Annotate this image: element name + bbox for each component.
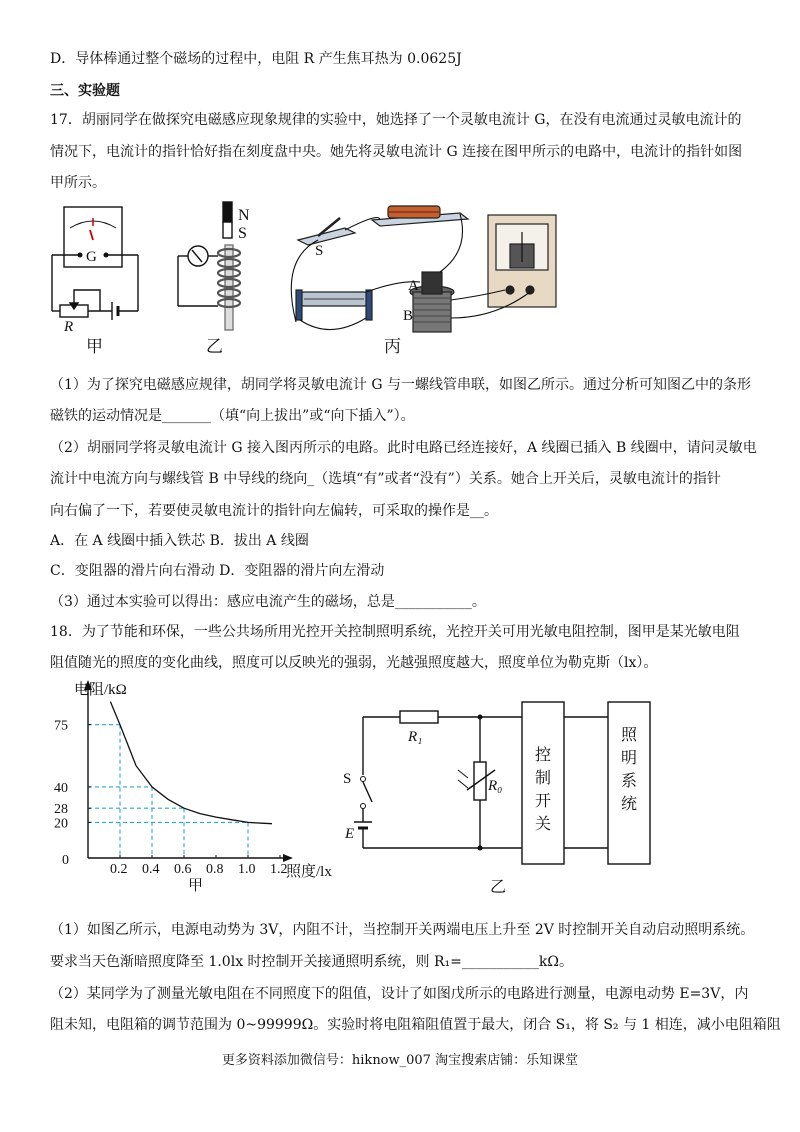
x-axis-arrow xyxy=(283,854,293,862)
q17-options-ab: A．在 A 线圈中插入铁芯 B．拔出 A 线圈 xyxy=(50,533,309,549)
section-heading: 三、实验题 xyxy=(50,83,120,99)
y-tick-label: 40 xyxy=(54,780,68,796)
q18-part2-line-1: （2）某同学为了测量光敏电阻在不同照度下的阻值，设计了如图戊所示的电路进行测量，电源电动势 E=3V，内 xyxy=(50,986,749,1002)
switch-label: S xyxy=(343,771,352,787)
x-tick-label: 0.2 xyxy=(110,862,128,877)
emf-label: E xyxy=(345,826,355,842)
q17-part2-line-2: 流计中电流方向与螺线管 B 中导线的绕向_（选填“有”或者“没有”）关系。她合上开关后，灵敏电流计的指针 xyxy=(50,471,721,487)
q18-line-2: 阻值随光的照度的变化曲线，照度可以反映光的强弱，光越强照度越大，照度单位为勒克斯（lx）。 xyxy=(50,655,658,671)
coil-a-label: A xyxy=(408,278,419,294)
q18-part1-line-2: 要求当天色渐暗照度降至 1.0lx 时控制开关接通照明系统，则 R₁=___________kΩ。 xyxy=(50,954,573,970)
q17-part1-line-2: 磁铁的运动情况是_______（填“向上拔出”或“向下插入”）。 xyxy=(50,408,415,424)
y-tick-label: 75 xyxy=(54,718,68,734)
q17-part2-line-1: （2）胡丽同学将灵敏电流计 G 接入图丙所示的电路。此时电路已经连接好，A 线圈已插入 B 线圈中，请问灵敏电 xyxy=(50,440,757,456)
origin-label: 0 xyxy=(62,853,69,868)
resistance-illuminance-chart xyxy=(40,676,340,898)
q17-options-cd: C．变阻器的滑片向右滑动 D．变阻器的滑片向左滑动 xyxy=(50,563,385,579)
q18-line-1: 18．为了节能和环保，一些公共场所用光控开关控制照明系统，光控开关可用光敏电阻控制，图甲是某光敏电阻 xyxy=(50,624,740,640)
caption-circuit-yi: 乙 xyxy=(490,879,507,896)
control-switch-label: 控制开关 xyxy=(535,745,552,833)
figure-17 xyxy=(0,195,800,365)
y-tick-label: 28 xyxy=(54,802,68,818)
coil-b-label: B xyxy=(403,308,414,324)
magnet-n-label: N xyxy=(238,207,250,224)
lighting-system-label: 照明系统 xyxy=(621,725,638,813)
page-footer: 更多资料添加微信号：hiknow_007 淘宝搜索店铺：乐知课堂 xyxy=(221,1053,579,1068)
r1-label: R₁ xyxy=(408,729,423,745)
fig17-yi xyxy=(178,202,240,330)
x-tick-label: 0.6 xyxy=(174,862,192,877)
x-tick-label: 1.0 xyxy=(238,862,256,877)
magnet-s-label: S xyxy=(238,225,247,242)
galvanometer-label: G xyxy=(86,249,97,265)
q17-line-2: 情况下，电流计的指针恰好指在刻度盘中央。她先将灵敏电流计 G 连接在图甲所示的电路中，电流计的指针如图 xyxy=(50,144,743,160)
q17-part3: （3）通过本实验可以得出：感应电流产生的磁场，总是___________。 xyxy=(50,594,486,610)
x-axis-label: 照度/lx xyxy=(286,864,332,880)
q17-part1-line-1: （1）为了探究电磁感应规律，胡同学将灵敏电流计 G 与一螺线管串联，如图乙所示。通过分析可知图乙中的条形 xyxy=(50,377,751,393)
control-circuit xyxy=(330,690,670,900)
q17-line-1: 17．胡丽同学在做探究电磁感应现象规律的实验中，她选择了一个灵敏电流计 G，在没有电流通过灵敏电流计的 xyxy=(50,112,742,128)
chart-caption: 甲 xyxy=(188,878,204,894)
line-option-d: D．导体棒通过整个磁场的过程中，电阻 R 产生焦耳热为 0.0625J xyxy=(50,51,462,67)
r0-label: R₀ xyxy=(488,778,503,794)
fig17-bing xyxy=(296,206,556,332)
x-tick-label: 0.4 xyxy=(142,862,160,877)
resistor-label: R xyxy=(64,319,74,335)
caption-yi: 乙 xyxy=(206,337,223,356)
resistance-curve xyxy=(110,702,272,824)
x-tick-label: 0.8 xyxy=(206,862,224,877)
q18-part2-line-2: 阻未知，电阻箱的调节范围为 0~99999Ω。实验时将电阻箱阻值置于最大，闭合 S₁，将 S₂ 与 1 相连，减小电阻箱阻 xyxy=(50,1017,781,1033)
y-tick-label: 20 xyxy=(54,816,68,832)
q17-part2-line-3: 向右偏了一下，若要使灵敏电流计的指针向左偏转，可采取的操作是__。 xyxy=(50,503,498,519)
x-tick-label: 1.2 xyxy=(270,862,288,877)
caption-jia: 甲 xyxy=(86,337,103,356)
q18-part1-line-1: （1）如图乙所示，电源电动势为 3V，内阻不计，当控制开关两端电压上升至 2V 时控制开关自动启动照明系统。 xyxy=(50,922,755,938)
q17-line-3: 甲所示。 xyxy=(50,175,106,191)
caption-bing: 丙 xyxy=(384,337,401,356)
y-axis-label: 电阻/kΩ xyxy=(74,682,127,698)
switch-s-label: S xyxy=(315,243,324,259)
